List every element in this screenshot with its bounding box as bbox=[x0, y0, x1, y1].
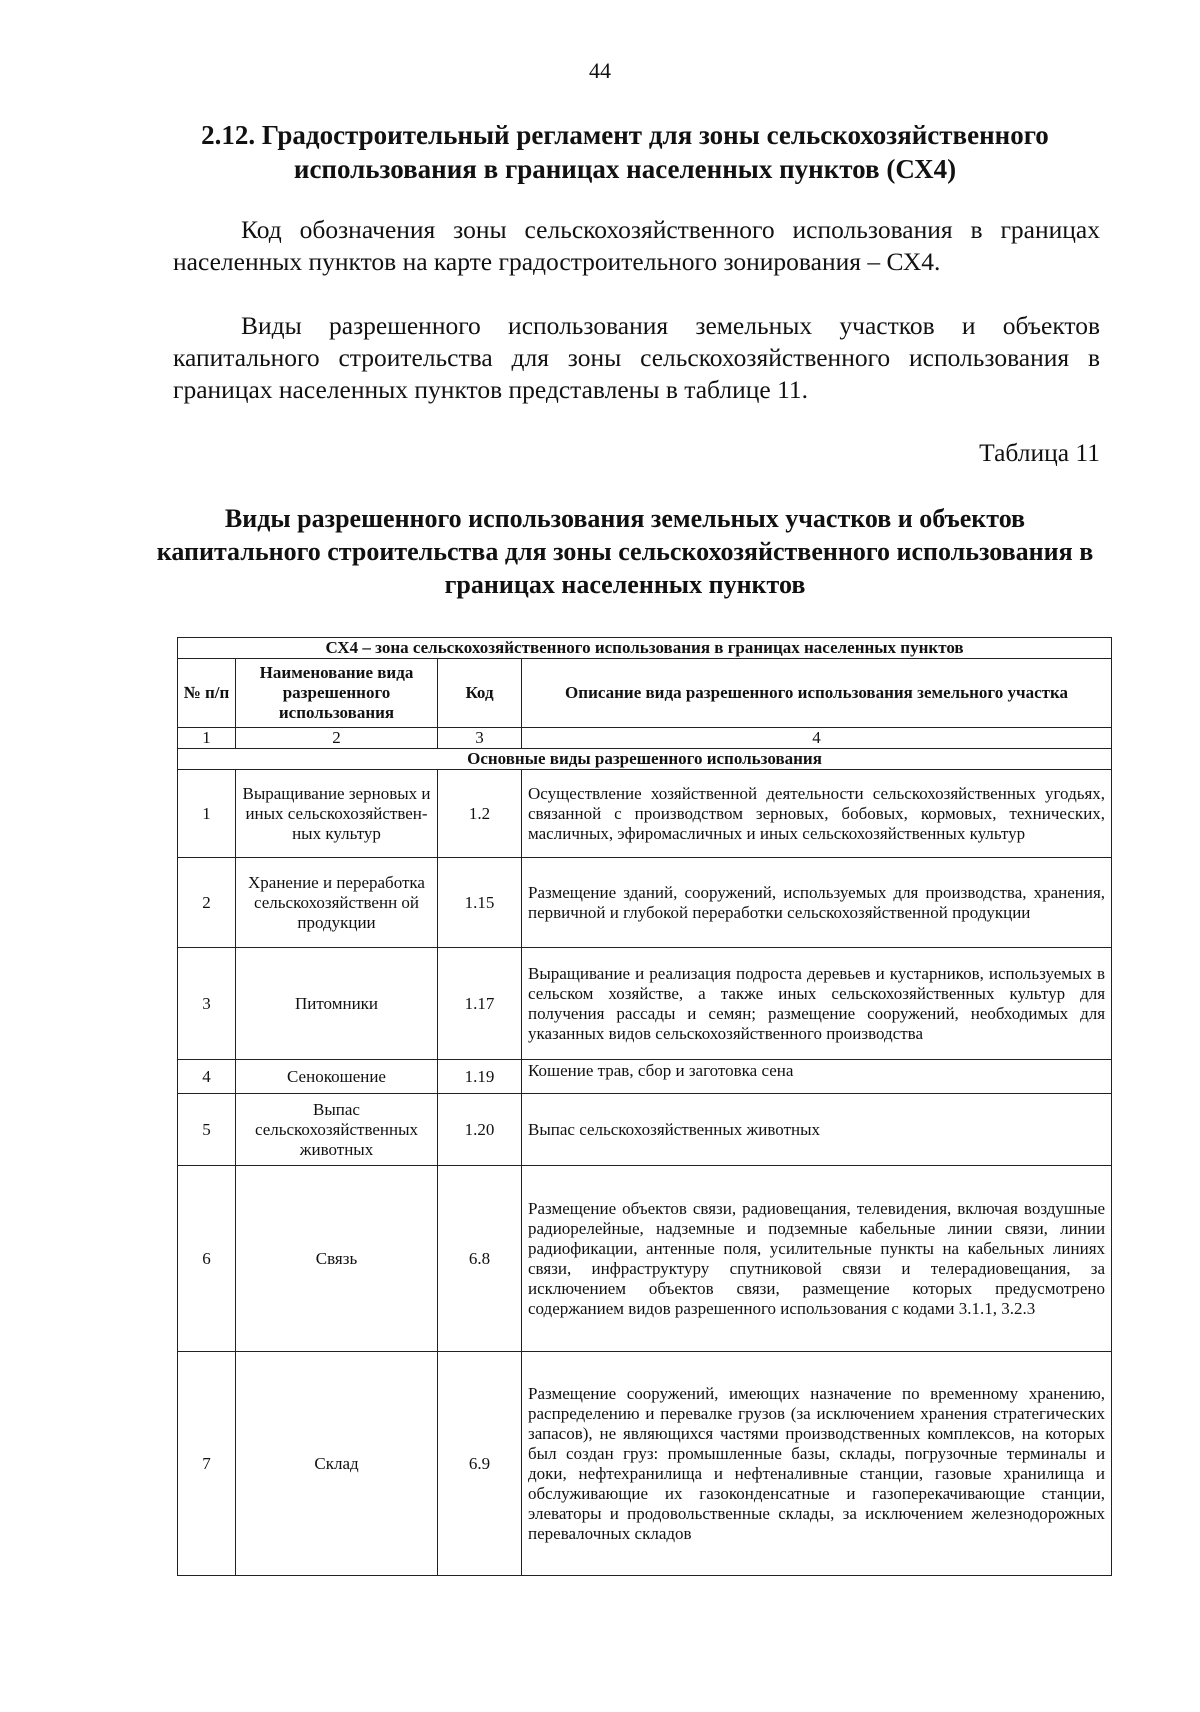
table-row bbox=[178, 770, 1112, 858]
page-number: 44 bbox=[589, 58, 611, 83]
zone-header-row bbox=[178, 638, 1112, 659]
use-description: Осуществление хозяйственной деятельности сельскохозяйственных угодьях, связанной с производством зерновых, бобовых, кормовых, технических, масличных, эфиромасличных и иных сельскохозяйственных культур bbox=[522, 770, 1112, 858]
use-code: 6.8 bbox=[438, 1166, 522, 1352]
use-description: Выпас сельскохозяйственных животных bbox=[522, 1094, 1112, 1166]
paragraph-zone-code: Код обозначения зоны сельскохозяйственного использования в границах населенных пунктов на карте градостроительного зонирования – СХ4. bbox=[173, 215, 1100, 276]
use-description: Выращивание и реализация подроста деревьев и кустарников, используемых в сельском хозяйстве, а также иных сельскохозяйственных культур для получения рассады и семян; размещение сооружений, необходимых для указанных видов сельскохозяйственного производства bbox=[522, 948, 1112, 1060]
table-row bbox=[178, 1094, 1112, 1166]
row-number: 7 bbox=[178, 1352, 236, 1576]
use-description: Размещение зданий, сооружений, используемых для производства, хранения, первичной и глубокой переработки сельскохозяйственной продукции bbox=[522, 858, 1112, 948]
column-number: 3 bbox=[438, 728, 522, 749]
column-number: 1 bbox=[178, 728, 236, 749]
regulation-table bbox=[177, 637, 1112, 1576]
section-title: 2.12. Градостроительный регламент для зоны сельскохозяйственного использования в границах населенных пунктов (СХ4) bbox=[201, 120, 1049, 184]
column-number: 4 bbox=[522, 728, 1112, 749]
row-number: 4 bbox=[178, 1060, 236, 1094]
group-row bbox=[178, 749, 1112, 770]
column-header-number: № п/п bbox=[178, 659, 236, 728]
column-header-code: Код bbox=[438, 659, 522, 728]
group-title: Основные виды разрешенного использования bbox=[178, 749, 1112, 770]
column-number: 2 bbox=[236, 728, 438, 749]
table-header-row bbox=[178, 659, 1112, 728]
row-number: 6 bbox=[178, 1166, 236, 1352]
table-row bbox=[178, 1060, 1112, 1094]
paragraph-allowed-uses: Виды разрешенного использования земельных участков и объектов капитального строительства для зоны сельскохозяйственного использования в границах населенных пунктов представлены в таблице 11. bbox=[173, 311, 1100, 404]
use-name: Склад bbox=[236, 1352, 438, 1576]
table-caption: Таблица 11 bbox=[979, 438, 1100, 467]
column-header-description: Описание вида разрешенного использования земельного участка bbox=[522, 659, 1112, 728]
table-row bbox=[178, 1352, 1112, 1576]
use-code: 1.17 bbox=[438, 948, 522, 1060]
use-code: 1.20 bbox=[438, 1094, 522, 1166]
use-name: Выпас сельскохозяйственных животных bbox=[236, 1094, 438, 1166]
table-row bbox=[178, 948, 1112, 1060]
row-number: 5 bbox=[178, 1094, 236, 1166]
use-code: 6.9 bbox=[438, 1352, 522, 1576]
row-number: 2 bbox=[178, 858, 236, 948]
use-name: Выращивание зерновых и иных сельскохозяйствен-ных культур bbox=[236, 770, 438, 858]
zone-header: СХ4 – зона сельскохозяйственного использования в границах населенных пунктов bbox=[178, 638, 1112, 659]
use-name: Хранение и переработка сельскохозяйственн ой продукции bbox=[236, 858, 438, 948]
use-code: 1.15 bbox=[438, 858, 522, 948]
use-description: Размещение сооружений, имеющих назначение по временному хранению, распределению и перевалке грузов (за исключением хранения стратегических запасов), не являющихся частями производственных комплексов, на которых был создан груз: промышленные базы, склады, погрузочные терминалы и доки, нефтехранилища и нефтеналивные станции, газовые хранилища и обслуживающие их газоконденсатные и газоперекачивающие станции, элеваторы и продовольственные склады, за исключением железнодорожных перевалочных складов bbox=[522, 1352, 1112, 1576]
use-name: Сенокошение bbox=[236, 1060, 438, 1094]
row-number: 3 bbox=[178, 948, 236, 1060]
use-description: Кошение трав, сбор и заготовка сена bbox=[522, 1060, 1112, 1094]
use-description: Размещение объектов связи, радиовещания, телевидения, включая воздушные радиорелейные, надземные и подземные кабельные линии связи, линии радиофикации, антенные поля, усилительные пункты на кабельных линиях связи, инфраструктуру спутниковой связи и телерадиовещания, за исключением объектов связи, размещение которых предусмотрено содержанием видов разрешенного использования с кодами 3.1.1, 3.2.3 bbox=[522, 1166, 1112, 1352]
table-row bbox=[178, 858, 1112, 948]
table-row bbox=[178, 1166, 1112, 1352]
column-header-name: Наименование вида разрешенного использования bbox=[236, 659, 438, 728]
row-number: 1 bbox=[178, 770, 236, 858]
column-number-row bbox=[178, 728, 1112, 749]
use-name: Питомники bbox=[236, 948, 438, 1060]
use-code: 1.19 bbox=[438, 1060, 522, 1094]
use-name: Связь bbox=[236, 1166, 438, 1352]
use-code: 1.2 bbox=[438, 770, 522, 858]
table-title: Виды разрешенного использования земельных участков и объектов капитального строительства для зоны сельскохозяйственного использования в границах населенных пунктов bbox=[156, 504, 1094, 599]
